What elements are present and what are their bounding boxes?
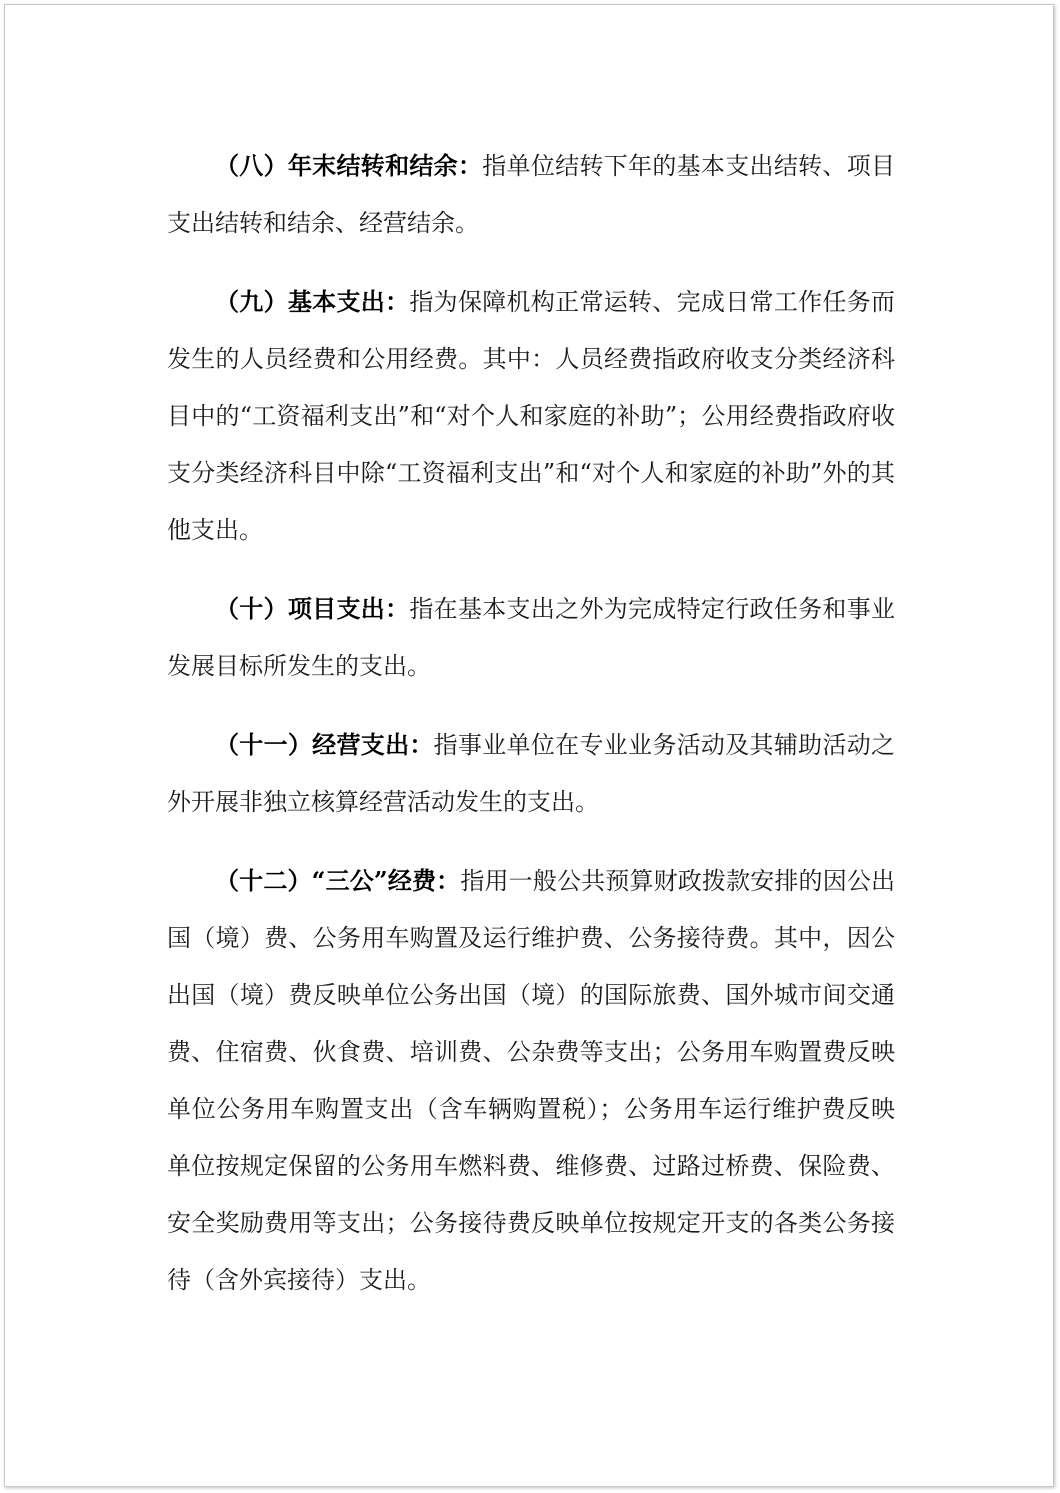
definition-paragraph-8 (167, 137, 895, 252)
term-heading: （八）年末结转和结余： (215, 151, 483, 180)
document-page (4, 4, 1054, 1487)
term-heading: （十二）“三公”经费： (215, 866, 461, 895)
definition-text: 指用一般公共预算财政拨款安排的因公出国（境）费、公务用车购置及运行维护费、公务接待费。其中，因公出国（境）费反映单位公务出国（境）的国际旅费、国外城市间交通费、住宿费、伙食费、培训费、公杂费等支出；公务用车购置费反映单位公务用车购置支出（含车辆购置税）；公务用车运行维护费反映单位按规定保留的公务用车燃料费、维修费、过路过桥费、保险费、安全奖励费用等支出；公务接待费反映单位按规定开支的各类公务接待（含外宾接待）支出。 (167, 867, 896, 1294)
term-heading: （十一）经营支出： (215, 730, 434, 759)
document-body (167, 137, 895, 1330)
definition-text: 指在基本支出之外为完成特定行政任务和事业发展目标所发生的支出。 (167, 595, 896, 680)
definition-text: 指单位结转下年的基本支出结转、项目支出结转和结余、经营结余。 (167, 152, 896, 237)
definition-paragraph-12 (167, 852, 895, 1309)
definition-paragraph-9 (167, 273, 895, 559)
definition-text: 指为保障机构正常运转、完成日常工作任务而发生的人员经费和公用经费。其中：人员经费指政府收支分类经济科目中的“工资福利支出”和“对个人和家庭的补助”；公用经费指政府收支分类经济科目中除“工资福利支出”和“对个人和家庭的补助”外的其他支出。 (167, 288, 896, 544)
term-heading: （十）项目支出： (215, 594, 410, 623)
definition-paragraph-10 (167, 580, 895, 695)
term-heading: （九）基本支出： (215, 287, 410, 316)
definition-paragraph-11 (167, 716, 895, 831)
definition-text: 指事业单位在专业业务活动及其辅助活动之外开展非独立核算经营活动发生的支出。 (167, 731, 896, 816)
